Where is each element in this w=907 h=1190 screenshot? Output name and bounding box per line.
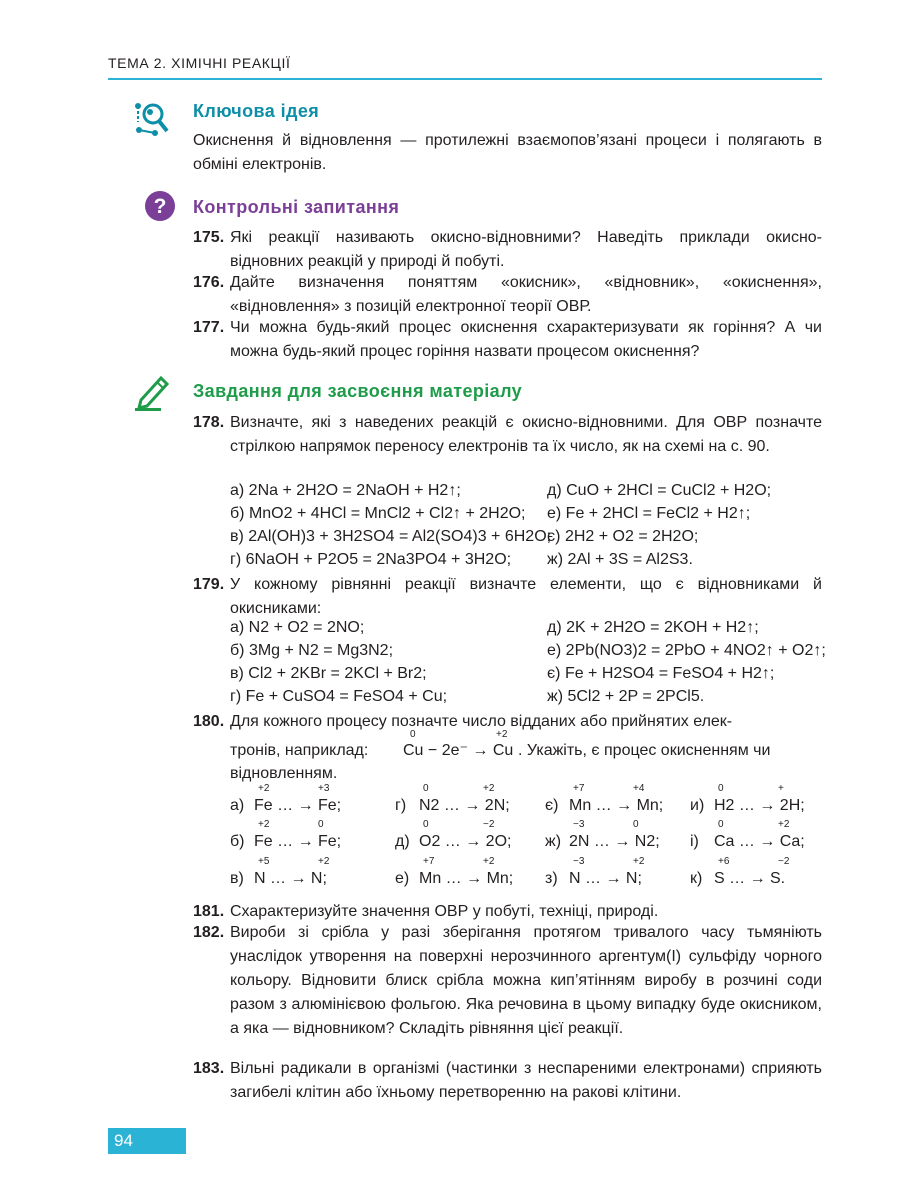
ox-item-label: ж) — [545, 833, 562, 850]
question-text: Для кожного процесу позначте число відданих або прийнятих елек- — [230, 713, 733, 730]
equation: а) 2Na + 2H2O = 2NaOH + H2↑; — [230, 482, 461, 499]
question-number: 178. — [193, 414, 225, 431]
ox-item-body: 2N … → N2; — [569, 833, 660, 850]
ox-item-label: і) — [690, 833, 699, 850]
oxidation-state: +4 — [633, 783, 645, 794]
equation: а) N2 + O2 = 2NO; — [230, 619, 365, 636]
equation: е) Fe + 2HCl = FeCl2 + H2↑; — [547, 505, 751, 522]
question-178 — [193, 411, 822, 459]
question-number: 175. — [193, 229, 225, 246]
question-text: Вироби зі срібла у разі зберігання протягом тривалого часу тьмяніють унаслідок утворення на поверхні нерозчинного аргентум(I) сульфіду чорного кольору. Відновити блиск срібла можна кип’ятінням виробу в розчині соди разом з алюмінієвою фольгою. Яка речовина в цьому випадку буде окисником, а яка — відновником? Складіть рівняння цієї реакції. — [230, 924, 822, 1037]
oxidation-state: +2 — [496, 729, 508, 740]
equation: в) Cl2 + 2KBr = 2KCl + Br2; — [230, 665, 427, 682]
oxidation-state: −2 — [483, 819, 495, 830]
oxidation-state: 0 — [423, 783, 429, 794]
question-number: 179. — [193, 576, 225, 593]
oxidation-state: + — [778, 783, 784, 794]
equation: є) 2H2 + O2 = 2H2O; — [547, 528, 699, 545]
question-icon — [144, 190, 176, 227]
question-179 — [193, 573, 822, 621]
question-182 — [193, 921, 822, 1041]
ox-item-body: N … → N; — [254, 870, 327, 887]
oxidation-state: 0 — [423, 819, 429, 830]
tasks-title: Завдання для засвоєння матеріалу — [193, 381, 523, 401]
ox-item-label: є) — [545, 797, 559, 814]
question-text-line: тронів, наприклад: — [230, 742, 369, 759]
question-180 — [193, 710, 822, 734]
equation: б) MnO2 + 4HCl = MnCl2 + Cl2↑ + 2H2O; — [230, 505, 526, 522]
oxidation-state: 0 — [718, 783, 724, 794]
question-176 — [193, 271, 822, 319]
equation: г) Fe + CuSO4 = FeSO4 + Cu; — [230, 688, 448, 705]
oxidation-state: +2 — [258, 783, 270, 794]
question-text: Дайте визначення поняттям «окисник», «відновник», «окиснення», «відновлення» з позицій електронної теорії ОВР. — [230, 274, 822, 315]
ox-item-body: Fe … → Fe; — [254, 833, 342, 850]
oxidation-state: +2 — [483, 783, 495, 794]
oxidation-state: −2 — [778, 856, 790, 867]
oxidation-state: +3 — [318, 783, 330, 794]
svg-text:?: ? — [153, 195, 167, 218]
question-number: 180. — [193, 713, 225, 730]
question-text-line: . Укажіть, є процес окисненням чи — [518, 742, 771, 759]
page-header: ТЕМА 2. ХІМІЧНІ РЕАКЦІЇ — [108, 55, 291, 71]
question-text: У кожному рівнянні реакції визначте елементи, що є відновниками й окисниками: — [230, 576, 822, 617]
question-183 — [193, 1057, 822, 1105]
ox-item-label: з) — [545, 870, 558, 887]
ox-item-label: к) — [690, 870, 703, 887]
ox-item-label: и) — [690, 797, 705, 814]
ox-item-body: Mn … → Mn; — [569, 797, 664, 814]
oxidation-state: 0 — [318, 819, 324, 830]
oxidation-state: +2 — [318, 856, 330, 867]
key-idea-text: Окиснення й відновлення — протилежні взаємопов’язані процеси і полягають в обміні електронів. — [193, 132, 822, 173]
oxidation-state: 0 — [718, 819, 724, 830]
example-equation: Cu − 2e⁻ → Cu — [403, 742, 514, 759]
equation: д) CuO + 2HCl = CuCl2 + H2O; — [547, 482, 772, 499]
question-number: 183. — [193, 1060, 225, 1077]
question-number: 176. — [193, 274, 225, 291]
question-number: 182. — [193, 924, 225, 941]
ox-item-body: O2 … → 2O; — [419, 833, 512, 850]
question-text: Чи можна будь-який процес окиснення схарактеризувати як горіння? А чи можна будь-який процес горіння назвати процесом окиснення? — [230, 319, 822, 360]
oxidation-state: +2 — [633, 856, 645, 867]
oxidation-state: +5 — [258, 856, 270, 867]
ox-item-body: H2 … → 2H; — [714, 797, 805, 814]
equation: е) 2Pb(NO3)2 = 2PbO + 4NO2↑ + O2↑; — [547, 642, 826, 659]
equation: в) 2Al(OH)3 + 3H2SO4 = Al2(SO4)3 + 6H2O; — [230, 528, 552, 545]
ox-item-body: N2 … → 2N; — [419, 797, 510, 814]
oxidation-state: −3 — [573, 856, 585, 867]
ox-item-body: Fe … → Fe; — [254, 797, 342, 814]
oxidation-state: +7 — [573, 783, 585, 794]
ox-item-label: а) — [230, 797, 245, 814]
oxidation-state: 0 — [410, 729, 416, 740]
ox-item-label: г) — [395, 797, 407, 814]
question-number: 181. — [193, 903, 225, 920]
ox-item-body: N … → N; — [569, 870, 642, 887]
pencil-icon — [133, 372, 173, 417]
ox-item-body: Mn … → Mn; — [419, 870, 514, 887]
oxidation-state: 0 — [633, 819, 639, 830]
oxidation-state: +2 — [258, 819, 270, 830]
equation: ж) 5Cl2 + 2P = 2PCl5. — [547, 688, 705, 705]
question-text: Визначте, які з наведених реакцій є окисно-відновними. Для ОВР позначте стрілкою напрямок переносу електронів та їх число, як на схемі на с. 90. — [230, 414, 822, 455]
equation: є) Fe + H2SO4 = FeSO4 + H2↑; — [547, 665, 775, 682]
ox-item-label: в) — [230, 870, 244, 887]
ox-item-label: е) — [395, 870, 410, 887]
question-text: Вільні радикали в організмі (частинки з неспареними електронами) сприяють загибелі клітин або їхньому перетворенню на ракові клітини. — [230, 1060, 822, 1101]
oxidation-state: +7 — [423, 856, 435, 867]
ox-item-label: д) — [395, 833, 410, 850]
question-text-line: відновленням. — [230, 765, 338, 782]
equation: ж) 2Al + 3S = Al2S3. — [547, 551, 693, 568]
ox-item-body: Ca … → Ca; — [714, 833, 805, 850]
control-title: Контрольні запитання — [193, 197, 400, 217]
header-rule — [108, 78, 822, 80]
question-text: Які реакції називають окисно-відновними? Наведіть приклади окисно-відновних реакцій у природі й побуті. — [230, 229, 822, 270]
question-number: 177. — [193, 319, 225, 336]
question-177 — [193, 316, 822, 364]
equation: г) 6NaOH + P2O5 = 2Na3PO4 + 3H2O; — [230, 551, 512, 568]
oxidation-state: +6 — [718, 856, 730, 867]
equation: б) 3Mg + N2 = Mg3N2; — [230, 642, 394, 659]
molecule-icon — [133, 100, 177, 145]
ox-item-body: S … → S. — [714, 870, 786, 887]
question-text: Схарактеризуйте значення ОВР у побуті, техніці, природі. — [230, 903, 659, 920]
oxidation-state: +2 — [778, 819, 790, 830]
page-number: 94 — [108, 1128, 186, 1154]
oxidation-state: −3 — [573, 819, 585, 830]
oxidation-state: +2 — [483, 856, 495, 867]
question-175 — [193, 226, 822, 274]
ox-item-label: б) — [230, 833, 245, 850]
key-idea-title: Ключова ідея — [193, 101, 320, 121]
equation: д) 2K + 2H2O = 2KOH + H2↑; — [547, 619, 759, 636]
